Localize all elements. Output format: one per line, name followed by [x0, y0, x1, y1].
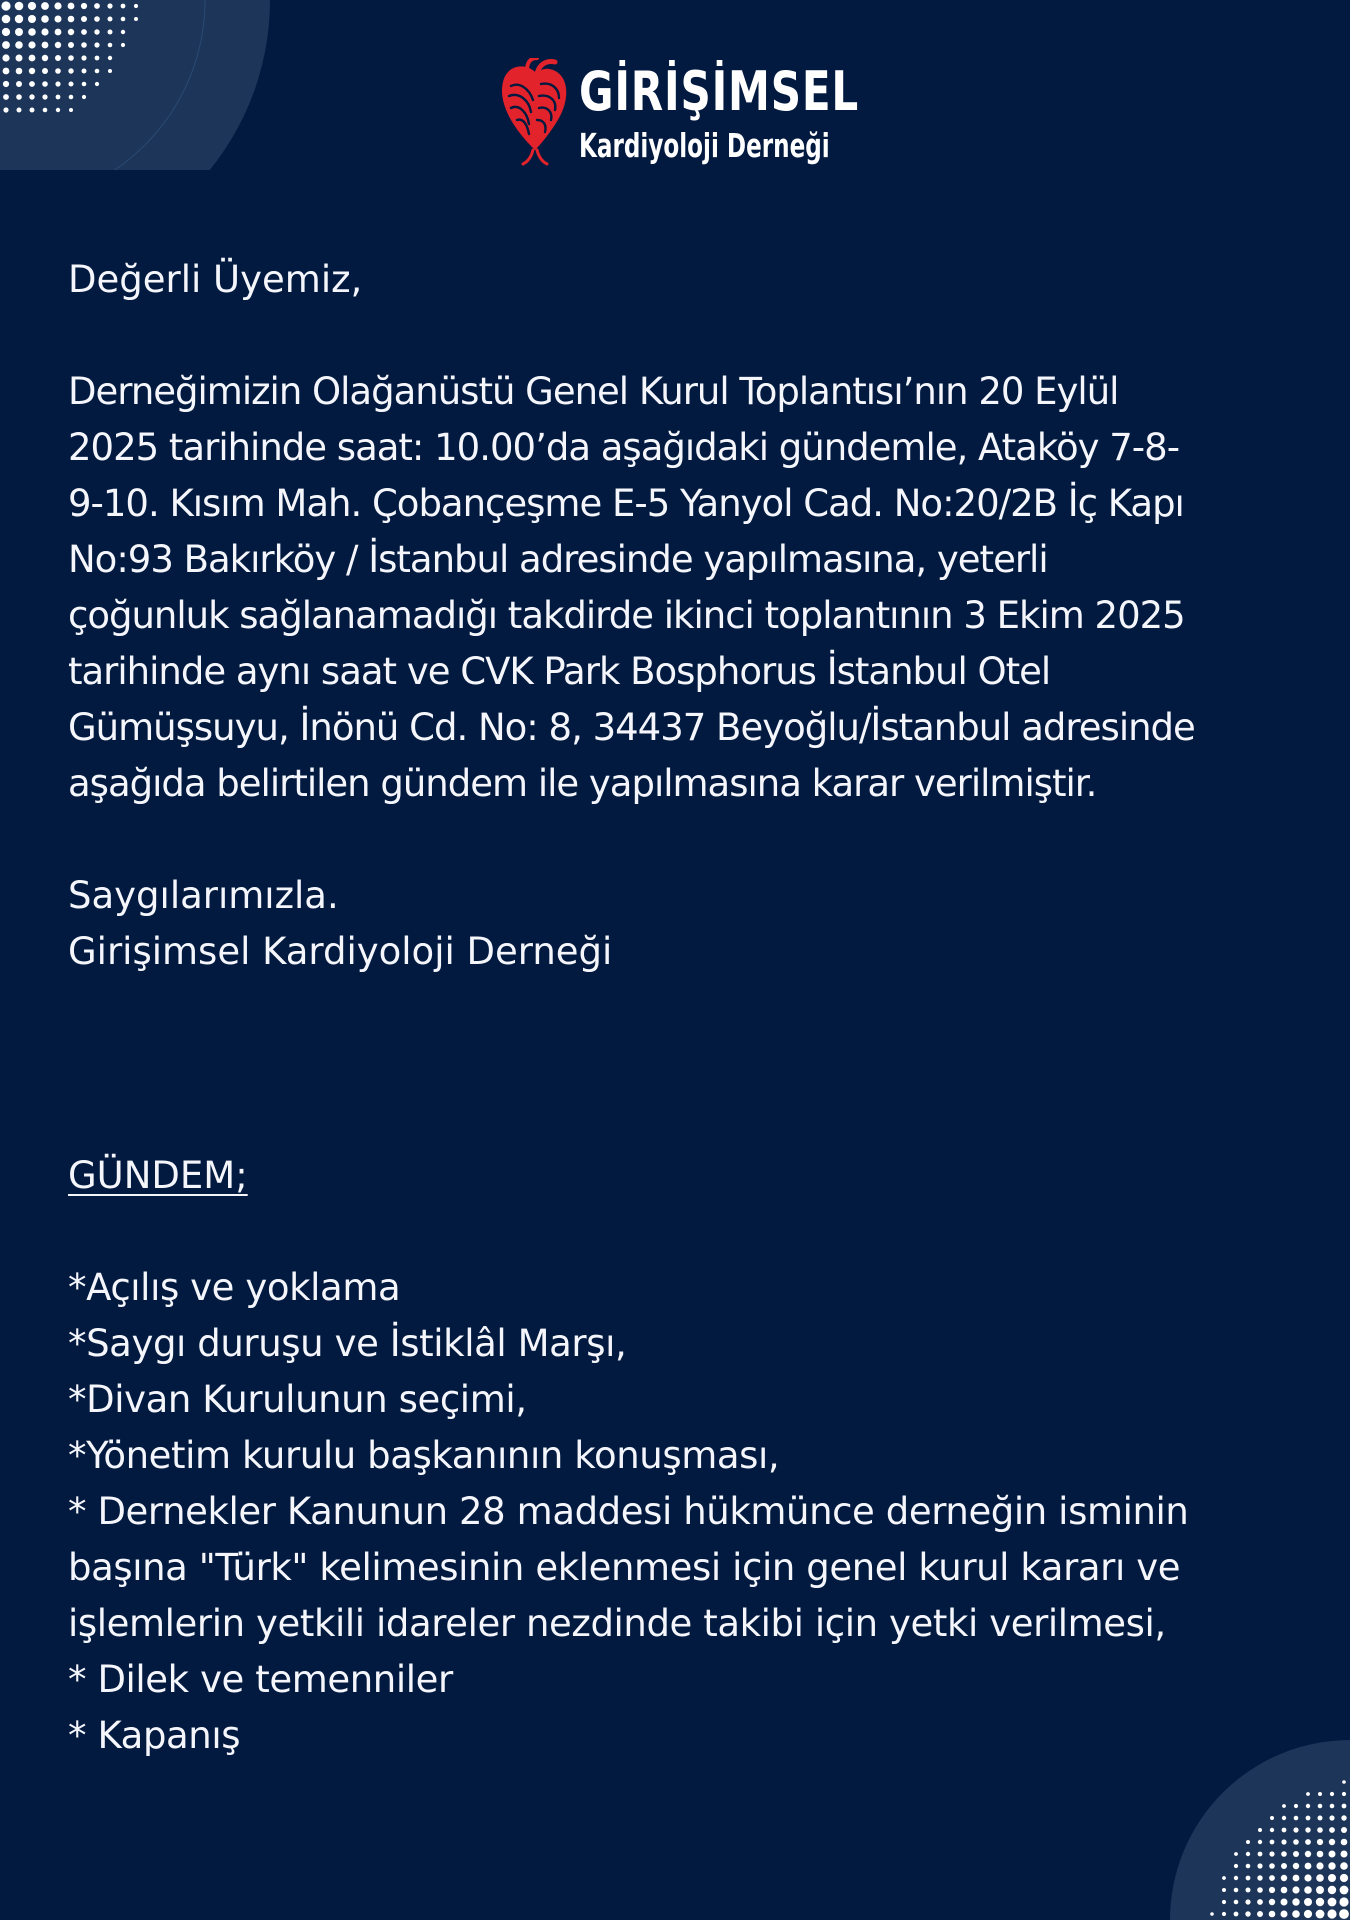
- announcement-letter: [68, 252, 1318, 1764]
- closing: Saygılarımızla. Girişimsel Kardiyoloji Derneği: [68, 874, 613, 973]
- logo-title: GİRİŞİMSEL: [579, 60, 860, 123]
- agenda-item: * Kapanış: [68, 1714, 241, 1757]
- agenda-item: *Saygı duruşu ve İstiklâl Marşı,: [68, 1322, 627, 1365]
- announcement-paragraph: Derneğimizin Olağanüstü Genel Kurul Toplantısı’nın 20 Eylül 2025 tarihinde saat: 10.00’da aşağıdaki gündemle, Ataköy 7-8- 9-10. Kısım Mah. Çobançeşme E-5 Yanyol Cad. No:20/2B İç Kapı No:93 Bakırköy / İstanbul adresinde yapılmasına, yeterli çoğunluk sağlanamadığı takdirde ikinci toplantının 3 Ekim 2025 tarihinde aynı saat ve CVK Park Bosphorus İstanbul Otel Gümüşsuyu, İnönü Cd. No: 8, 34437 Beyoğlu/İstanbul adresinde aşağıda belirtilen gündem ile yapılmasına karar verilmiştir.: [68, 370, 1195, 805]
- agenda-item: * Dilek ve temenniler: [68, 1658, 453, 1701]
- salutation: Değerli Üyemiz,: [68, 258, 363, 301]
- logo-subtitle: Kardiyoloji Derneği: [579, 126, 830, 165]
- agenda-item: *Divan Kurulunun seçimi,: [68, 1378, 527, 1421]
- agenda-item: * Dernekler Kanunun 28 maddesi hükmünce derneğin isminin başına "Türk" kelimesinin eklenmesi için genel kurul kararı ve işlemlerin yetkili idareler nezdinde takibi için yetki verilmesi,: [68, 1490, 1189, 1645]
- agenda-list: [68, 1260, 1318, 1764]
- agenda-item: *Açılış ve yoklama: [68, 1266, 401, 1309]
- heart-icon: [497, 58, 573, 168]
- agenda-item: *Yönetim kurulu başkanının konuşması,: [68, 1434, 780, 1477]
- corner-dot-decoration-top-left: [0, 0, 270, 170]
- agenda-title: GÜNDEM;: [68, 1154, 248, 1197]
- association-logo: [497, 58, 860, 168]
